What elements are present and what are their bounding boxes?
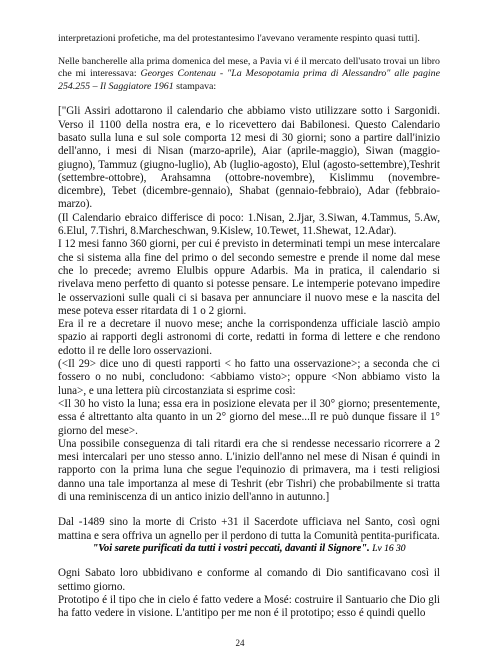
sacrifice-paragraph: Dal -1489 sino la morte di Cristo +31 il Sacerdote ufficiava nel Santo, così ogni mattina e sera offriva un agnello per il perdono di tutta la Comunità pentita-purificata. [58,516,440,542]
book-citation: Georges Contenau - "La Mesopotamia prima di Alessandro" alle pagine 254.255 – Il Saggiatore 1961 [58,68,440,92]
market-text: Nelle bancherelle alla prima domenica del mese, a Pavia vi é il mercato dell'usato trovai un libro che mi interessava: [58,55,440,80]
market-paragraph [58,56,440,94]
market-after: stampava: [173,80,217,92]
quote-paragraph: (<Il 29> dice uno di questi rapporti < ho fatto una osservazione>; a seconda che ci fossero o no nubi, concludono: <abbiamo visto>; oppure <Non abbiamo visto la luna>, e una lettera più circostanziata si esprime così: [58,358,440,397]
quoted-passage [58,105,440,504]
prototype-paragraph: Prototipo é il tipo che in cielo é fatto vedere a Mosé: costruire il Santuario che Dio gli ha fatto vedere in visione. L'antitipo per me non é il prototipo; esso é quindi quello [58,594,440,620]
page-number: 24 [235,638,245,648]
quote-paragraph: Una possibile conseguenza di tali ritardi era che si rendesse necessario ricorrere a 2 mesi intercalari per uno stesso anno. L'inizio dell'anno nel mese di Nisan é quindi in rapporto con la prima luna che segue l'equinozio di primavera, ma i testi religiosi danno una tale importanza al mese di Teshrit (ebr Tishri) che probabilmente si tratta di una reminiscenza di un antico inizio dell'anno in autunno.] [58,437,440,503]
quote-paragraph: ["Gli Assiri adottarono il calendario che abbiamo visto utilizzare sotto i Sargonidi. Verso il 1100 della nostra era, e lo ricevettero dai Babilonesi. Questo Calendario basato sulla luna e sul sole comporta 12 mesi di 30 giorni; sono a partire dall'inizio dell'anno, i mesi di Nisan (marzo-aprile), Aiar (aprile-maggio), Siwan (maggio-giugno), Tammuz (giugno-luglio), Ab (luglio-agosto), Elul (agosto-settembre),Teshrit (settembre-ottobre), Arahsamna (ottobre-novembre), Kislimmu (novembre-dicembre), Tebet (dicembre-gennaio), Shabat (gennaio-febbraio), Adar (febbraio-marzo). [58,105,440,211]
verse-text: "Voi sarete purificati da tutti i vostri peccati, davanti il Signore". [92,542,370,554]
quote-paragraph: <Il 30 ho visto la luna; essa era in posizione elevata per il 30° giorno; presentemente, essa é altrettanto alta quanto in un 2° giorno del mese...Il re può dunque fissare il 1° giorno del mese>. [58,397,440,437]
sabbath-paragraph: Ogni Sabato loro ubbidivano e conforme al comando di Dio santificavano così il settimo giorno. [58,567,440,593]
quote-paragraph: Era il re a decretare il nuovo mese; anche la corrispondenza ufficiale lasciò ampio spazio ai rapporti degli astronomi di corte, redatti in forma di lettere e che rendono edotto il re delle loro osservazioni. [58,318,440,357]
verse-reference: Lv 16 30 [372,543,406,554]
quote-paragraph: (Il Calendario ebraico differisce di poco: 1.Nisan, 2.Jjar, 3.Siwan, 4.Tammus, 5.Aw, 6.Elul, 7.Tishri, 8.Marcheschwan, 9.Kislew, 10.Tewet, 11.Shewat, 12.Adar). [58,211,440,238]
quote-paragraph: I 12 mesi fanno 360 giorni, per cui é previsto in determinati tempi un mese intercalare che si sistema alla fine del primo o del secondo semestre e prende il nome dal mese che lo precede; avremo Elulbis oppure Adarbis. Ma in pratica, il calendario si rivelava meno perfetto di quanto si potesse pensare. Le intemperie potevano impedire le osservazioni sulle quali ci si basava per annunciare il nuovo mese e la nascita del mese poteva esser ritardata di 1 o 2 giorni. [58,238,440,317]
intro-line: interpretazioni profetiche, ma del protestantesimo l'avevano veramente respinto quasi tutti]. [58,33,420,44]
scripture-verse [58,543,440,556]
